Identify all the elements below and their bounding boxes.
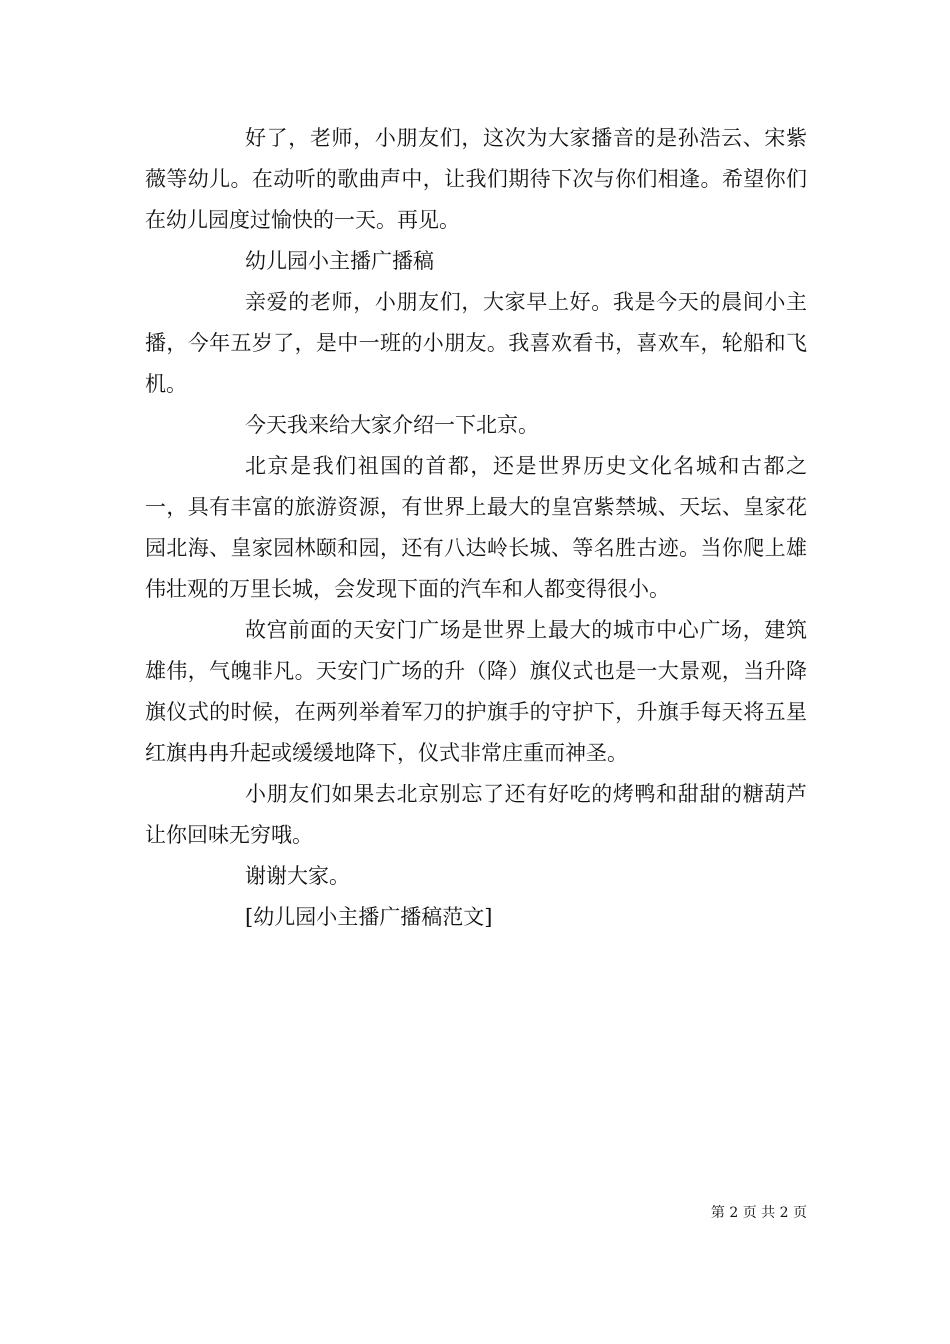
paragraph-food: 小朋友们如果去北京别忘了还有好吃的烤鸭和甜甜的糖葫芦让你回味无穷哦。: [145, 782, 807, 847]
page-number-footer: 第 2 页 共 2 页: [710, 1205, 807, 1221]
paragraph-intro-beijing: 今天我来给大家介绍一下北京。: [245, 413, 539, 437]
paragraph-source-note: [幼儿园小主播广播稿范文]: [245, 905, 493, 929]
paragraph-closing-remarks: 好了，老师，小朋友们，这次为大家播音的是孙浩云、宋紫薇等幼儿。在动听的歌曲声中，让我们期待下次与你们相逢。希望你们在幼儿园度过愉快的一天。再见。: [145, 126, 807, 232]
paragraph-thanks: 谢谢大家。: [245, 864, 350, 888]
document-body: [145, 118, 807, 938]
paragraph-beijing-capital: 北京是我们祖国的首都，还是世界历史文化名城和古都之一，具有丰富的旅游资源，有世界上最大的皇宫紫禁城、天坛、皇家花园北海、皇家园林颐和园，还有八达岭长城、等名胜古迹。当你爬上雄伟壮观的万里长城，会发现下面的汽车和人都变得很小。: [145, 454, 807, 601]
section-title: 幼儿园小主播广播稿: [245, 249, 434, 273]
paragraph-tiananmen: 故宫前面的天安门广场是世界上最大的城市中心广场，建筑雄伟，气魄非凡。天安门广场的升（降）旗仪式也是一大景观，当升降旗仪式的时候，在两列举着军刀的护旗手的守护下，升旗手每天将五星红旗冉冉升起或缓缓地降下，仪式非常庄重而神圣。: [145, 618, 807, 765]
paragraph-greeting: 亲爱的老师，小朋友们，大家早上好。我是今天的晨间小主播，今年五岁了，是中一班的小朋友。我喜欢看书，喜欢车，轮船和飞机。: [145, 290, 807, 396]
